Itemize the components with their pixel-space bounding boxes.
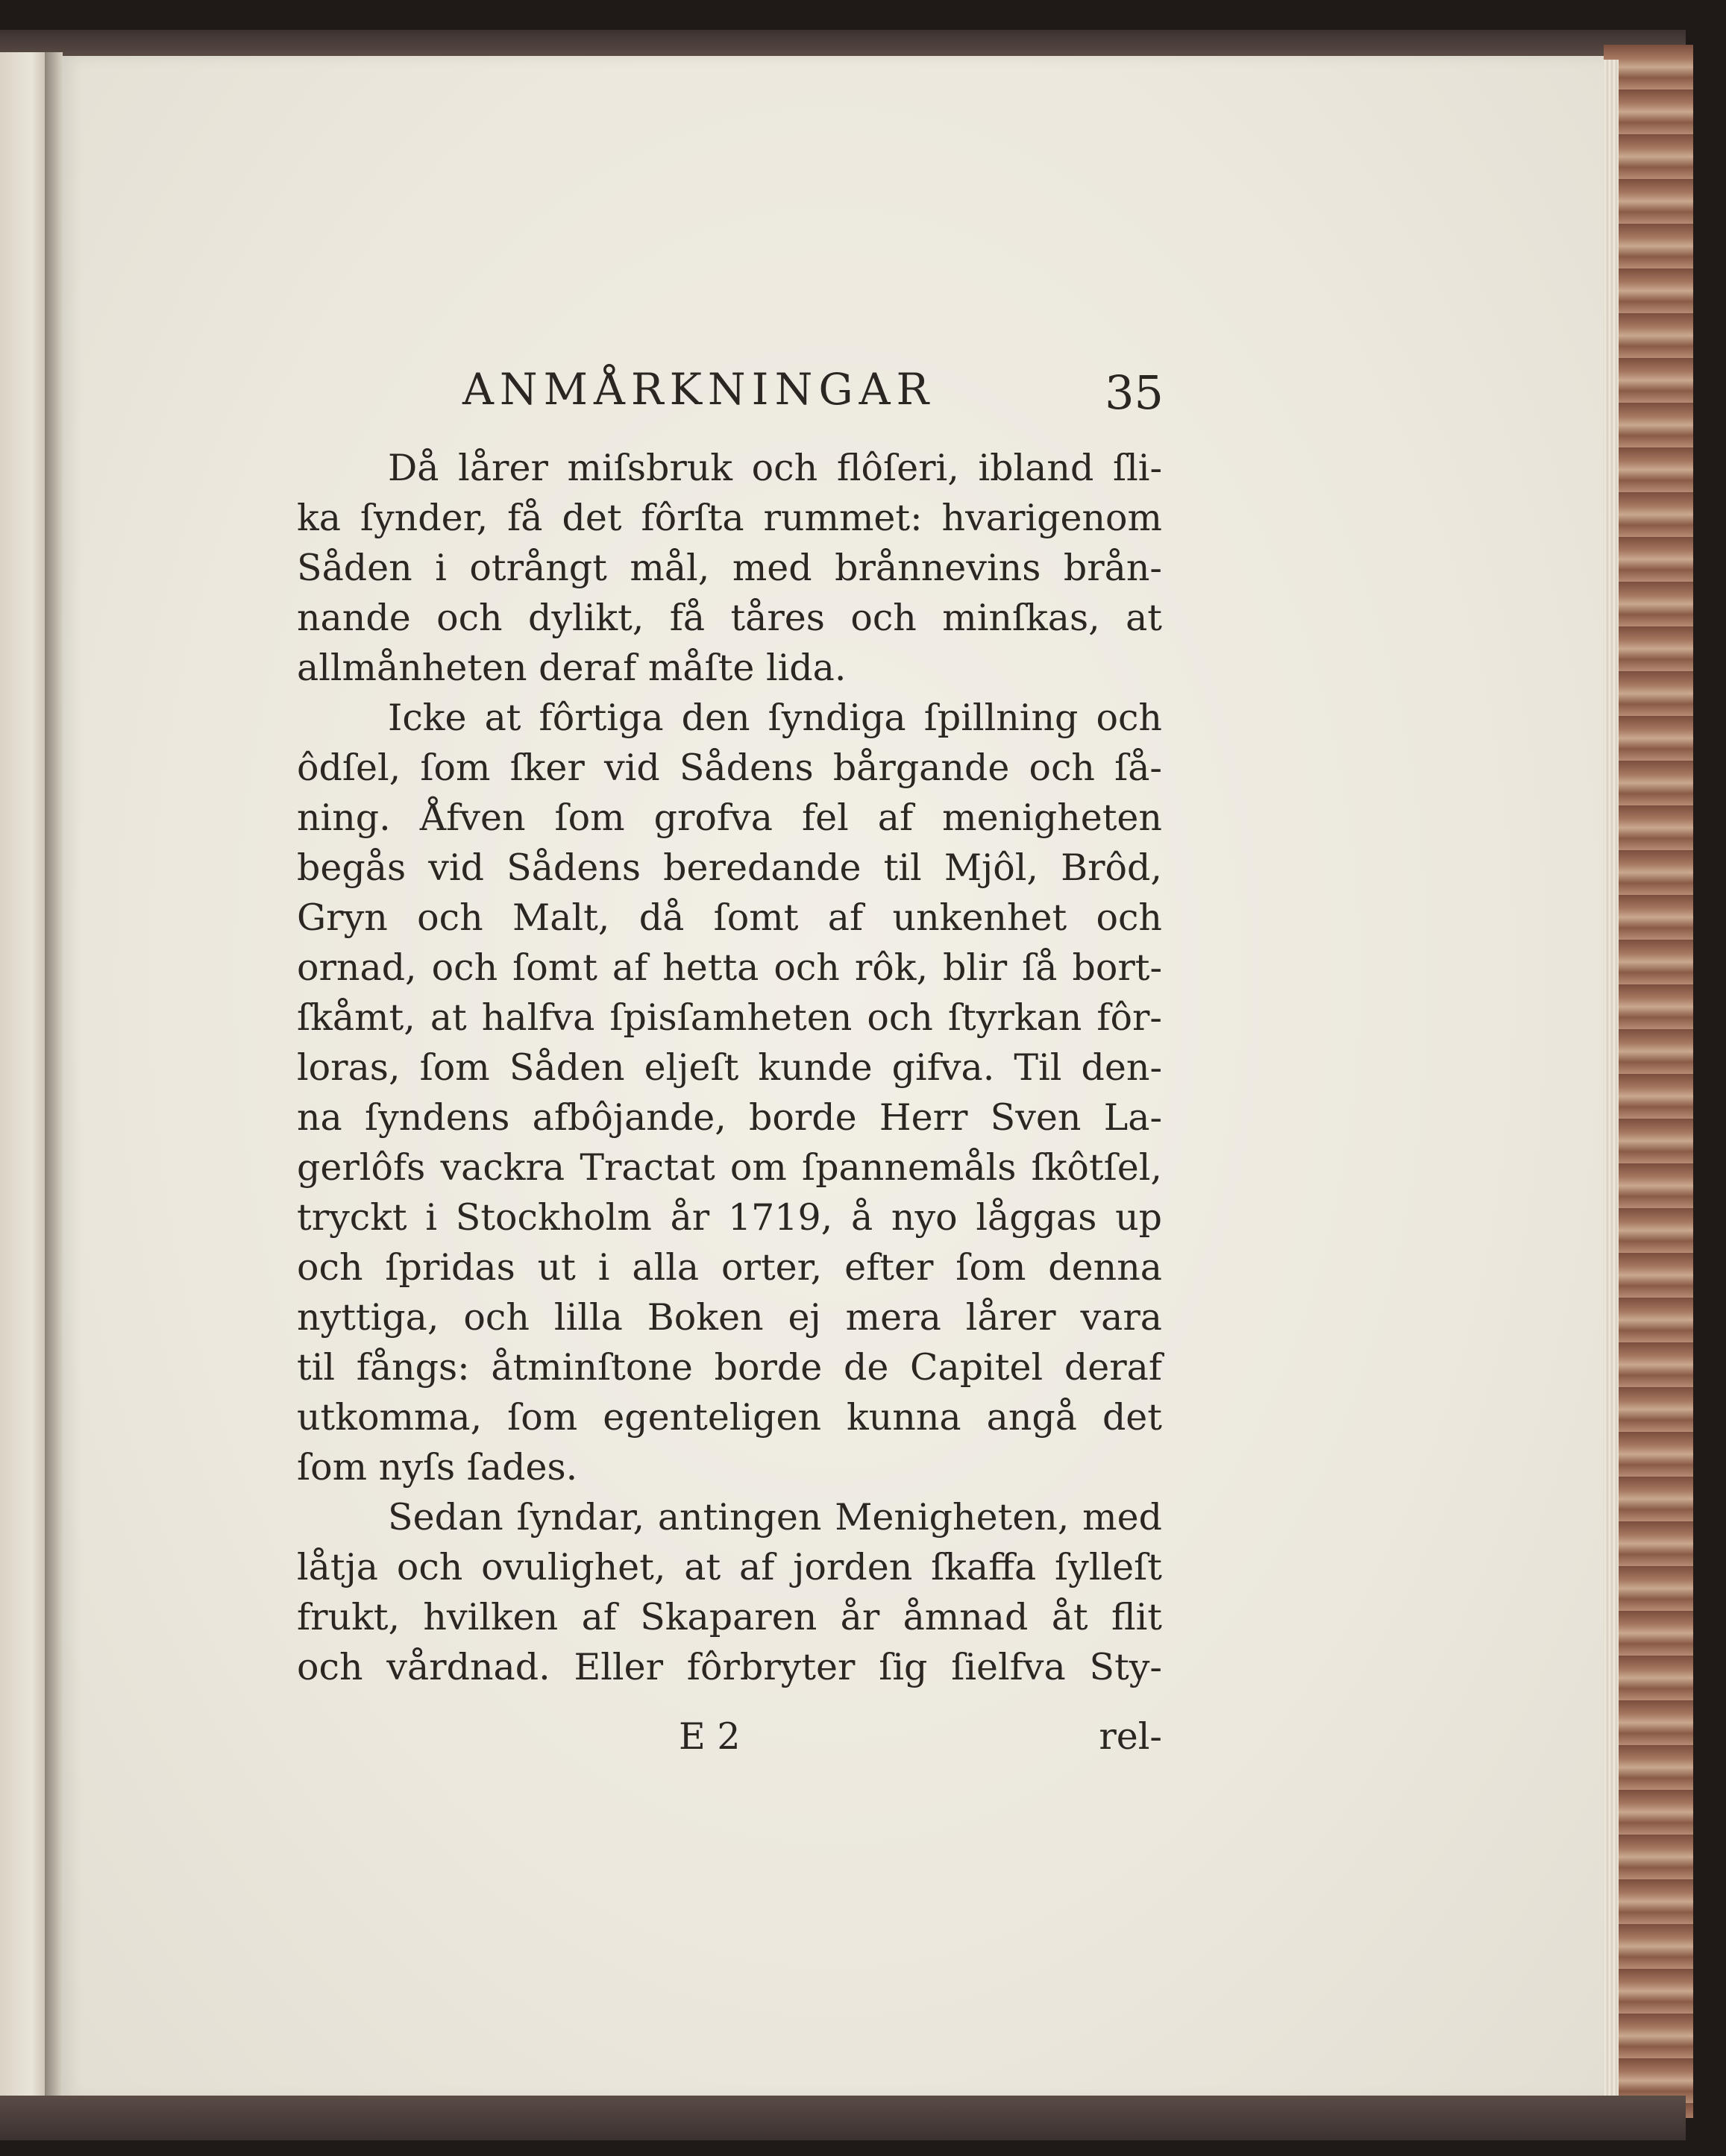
text-line: til fångs: åtminſtone borde de Capitel deraf	[297, 1346, 1162, 1389]
text-line: tryckt i Stockholm år 1719, å nyo låggas up	[297, 1196, 1162, 1239]
page-number: 35	[1105, 365, 1164, 420]
running-head: ANMÅRKNINGAR	[462, 364, 935, 415]
text-line: na ſyndens afbôjande, borde Herr Sven La-	[297, 1096, 1162, 1139]
text-line: loras, ſom Såden eljeſt kunde gifva. Til den-	[297, 1046, 1162, 1089]
text-line: Gryn och Malt, då ſomt af unkenhet och	[297, 896, 1162, 939]
text-line: Då lårer miſsbruk och flôſeri, ibland ſli-	[388, 447, 1162, 489]
text-line: Såden i otrångt mål, med brånnevins brån-	[297, 547, 1162, 589]
text-line: Sedan ſyndar, antingen Menigheten, med	[388, 1496, 1162, 1539]
page-footer	[297, 1715, 1162, 1767]
text-line: nyttiga, och lilla Boken ej mera lårer vara	[297, 1296, 1162, 1339]
text-line: frukt, hvilken af Skaparen år åmnad åt flit	[297, 1596, 1162, 1638]
text-line: ôdſel, ſom ſker vid Sådens bårgande och ſå-	[297, 747, 1162, 789]
text-line: och ſpridas ut i alla orter, efter ſom denna	[297, 1246, 1162, 1289]
text-line: gerlôfs vackra Tractat om ſpannemåls ſkôtſel,	[297, 1146, 1162, 1189]
text-line: nande och dylikt, få tåres och minſkas, at	[297, 597, 1162, 639]
catchword: rel-	[1099, 1715, 1162, 1758]
text-line: och vårdnad. Eller fôrbryter ſig ſielfva Sty-	[297, 1646, 1162, 1688]
signature-mark: E 2	[679, 1715, 741, 1758]
text-line: ſkåmt, at halfva ſpisſamheten och ſtyrkan fôr-	[297, 996, 1162, 1039]
text-line: ka ſynder, få det fôrſta rummet: hvarigenom	[297, 497, 1162, 539]
body-text	[297, 443, 1162, 1692]
text-line: utkomma, ſom egenteligen kunna angå det	[297, 1396, 1162, 1439]
text-line: Icke at fôrtiga den ſyndiga ſpillning och	[388, 697, 1162, 739]
text-line: låtja och ovulighet, at af jorden ſkaffa ſylleſt	[297, 1546, 1162, 1588]
text-line: begås vid Sådens beredande til Mjôl, Brôd,	[297, 846, 1162, 889]
text-line: allmånheten deraf måſte lida.	[297, 647, 847, 689]
book-cover-bottom-edge	[0, 2096, 1686, 2140]
text-line: ſom nyſs ſades.	[297, 1446, 578, 1489]
text-line: ornad, och ſomt af hetta och rôk, blir ſå bort-	[297, 946, 1162, 989]
book-gutter	[45, 52, 63, 2111]
text-line: ning. Åfven ſom grofva fel af menigheten	[297, 796, 1162, 839]
page-header	[462, 364, 1164, 424]
